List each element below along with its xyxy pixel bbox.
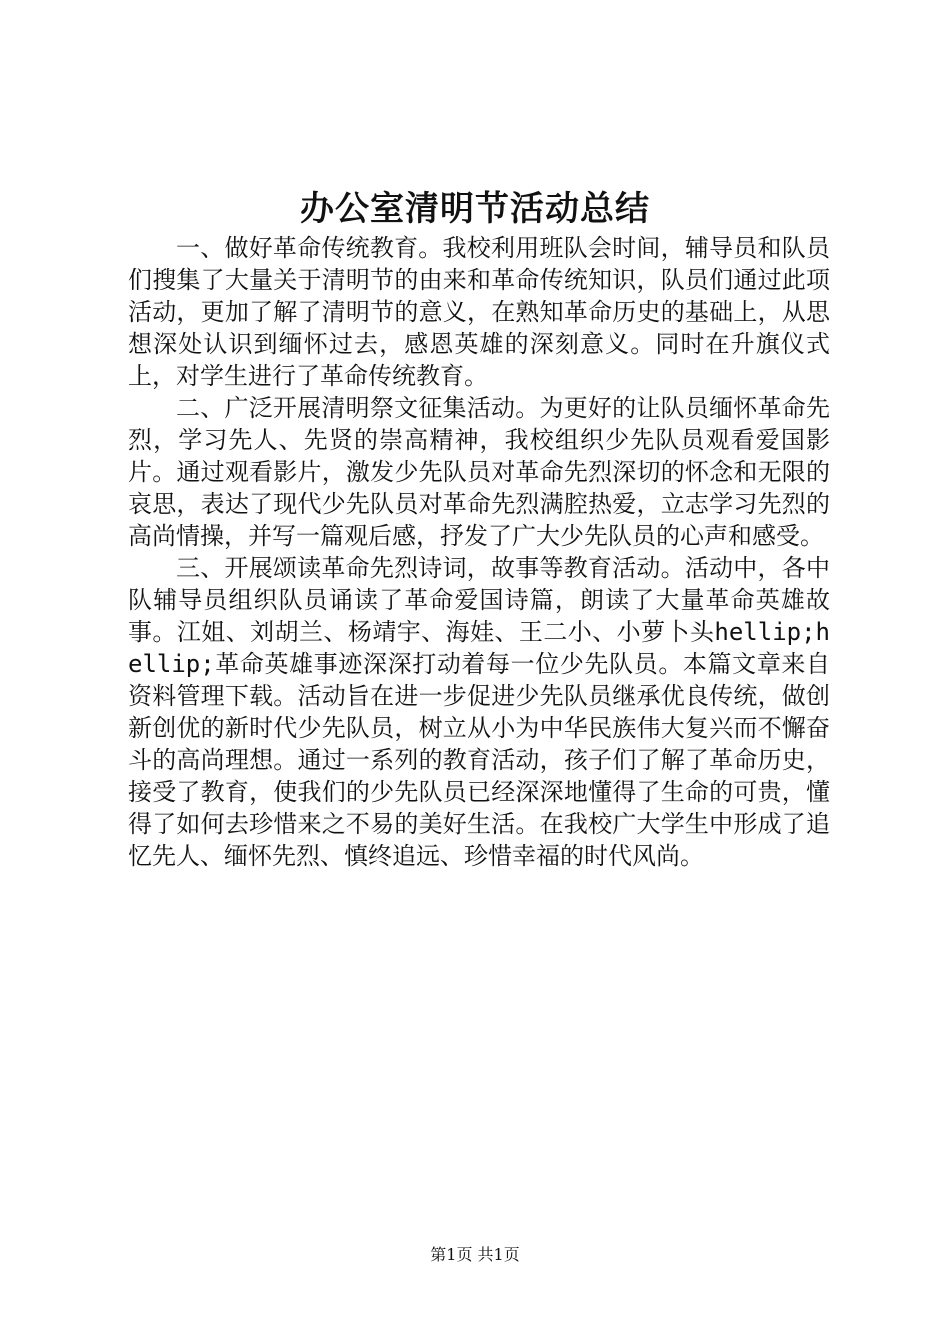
paragraph-3: 三、开展颂读革命先烈诗词，故事等教育活动。活动中，各中队辅导员组织队员诵读了革命爱国诗篇，朗读了大量革命英雄故事。江姐、刘胡兰、杨靖宇、海娃、王二小、小萝卜头hellip;hellip;革命英雄事迹深深打动着每一位少先队员。本篇文章来自资料管理下载。活动旨在进一步促进少先队员继承优良传统，做创新创优的新时代少先队员，树立从小为中华民族伟大复兴而不懈奋斗的高尚理想。通过一系列的教育活动，孩子们了解了革命历史，接受了教育，使我们的少先队员已经深深地懂得了生命的可贵，懂得了如何去珍惜来之不易的美好生活。在我校广大学生中形成了追忆先人、缅怀先烈、慎终追远、珍惜幸福的时代风尚。 — [128, 554, 830, 870]
document-body — [128, 232, 830, 872]
page-footer: 第1页 共1页 — [430, 1245, 520, 1264]
document-title: 办公室清明节活动总结 — [300, 189, 650, 229]
paragraph-1: 一、做好革命传统教育。我校利用班队会时间，辅导员和队员们搜集了大量关于清明节的由来和革命传统知识，队员们通过此项活动，更加了解了清明节的意义，在熟知革命历史的基础上，从思想深处认识到缅怀过去，感恩英雄的深刻意义。同时在升旗仪式上，对学生进行了革命传统教育。 — [128, 234, 830, 390]
paragraph-2: 二、广泛开展清明祭文征集活动。为更好的让队员缅怀革命先烈，学习先人、先贤的崇高精神，我校组织少先队员观看爱国影片。通过观看影片，激发少先队员对革命先烈深切的怀念和无限的哀思，表达了现代少先队员对革命先烈满腔热爱，立志学习先烈的高尚情操，并写一篇观后感，抒发了广大少先队员的心声和感受。 — [128, 394, 830, 550]
